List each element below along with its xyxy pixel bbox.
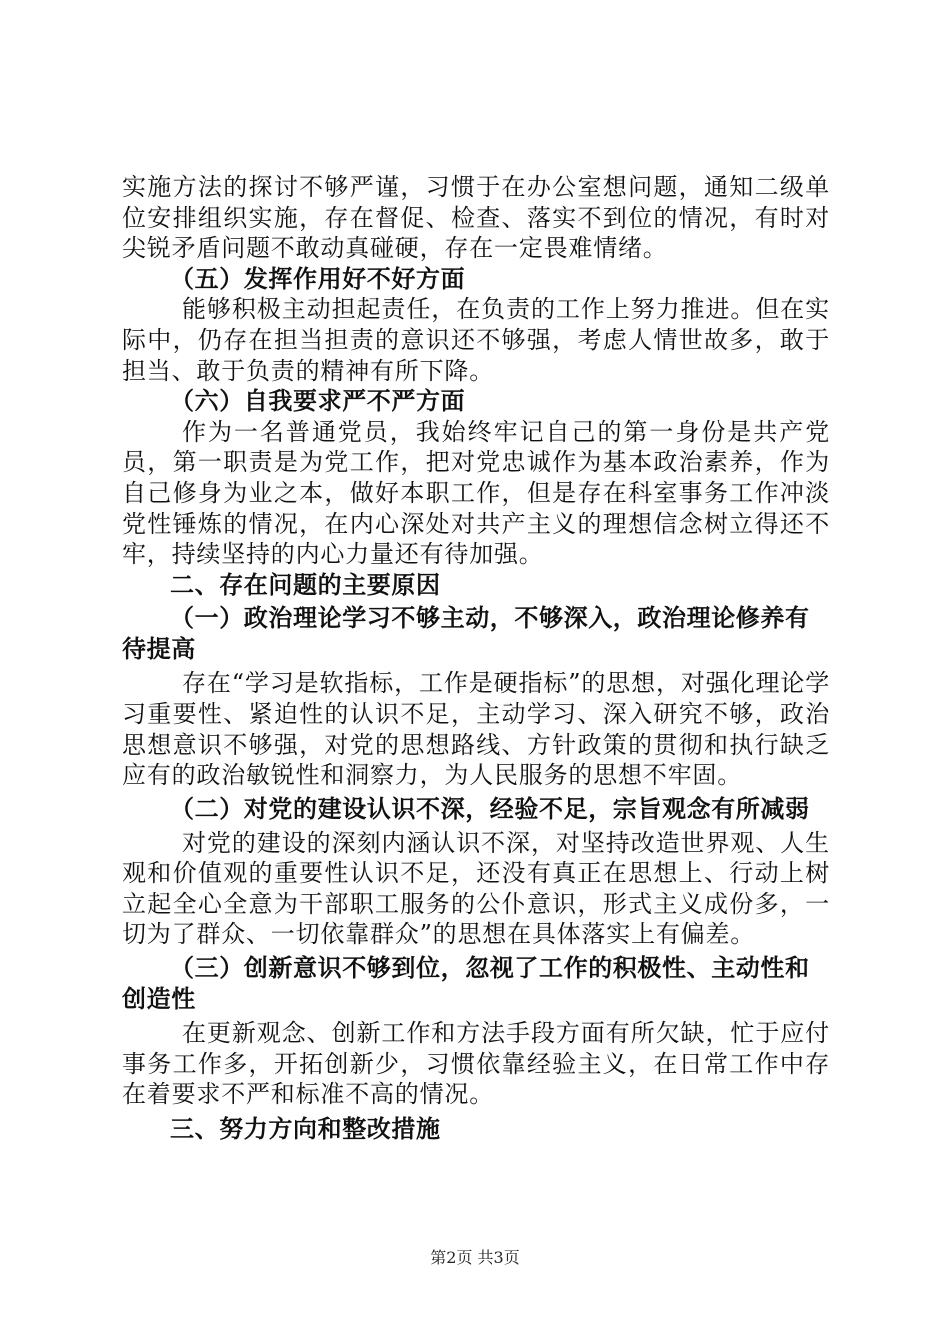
section-heading-2-3: （三）创新意识不够到位，忽视了工作的积极性、主动性和创造性 <box>122 954 810 1014</box>
section-heading-5: （五）发挥作用好不好方面 <box>170 264 466 293</box>
chapter-heading-3: 三、努力方向和整改措施 <box>170 1114 441 1143</box>
section-heading-2-2: （二）对党的建设认识不深，经验不足，宗旨观念有所减弱 <box>170 794 810 823</box>
paragraph: 存在“学习是软指标，工作是硬指标”的思想，对强化理论学习重要性、紧迫性的认识不足，主动学习、深入研究不够，政治思想意识不够强，对党的思想路线、方针政策的贯彻和执行缺乏应有的政治敏锐性和洞察力，为人民服务的思想不牢固。 <box>122 669 830 790</box>
document-body <box>122 172 830 1144</box>
section-heading-6: （六）自我要求严不严方面 <box>170 387 466 416</box>
section-heading-2-1: （一）政治理论学习不够主动，不够深入，政治理论修养有待提高 <box>122 604 810 664</box>
paragraph: 在更新观念、创新工作和方法手段方面有所欠缺，忙于应付事务工作多，开拓创新少，习惯依靠经验主义，在日常工作中存在着要求不严和标准不高的情况。 <box>122 1019 830 1109</box>
paragraph-continued: 实施方法的探讨不够严谨，习惯于在办公室想问题，通知二级单位安排组织实施，存在督促、检查、落实不到位的情况，有时对尖锐矛盾问题不敢动真碰硬，存在一定畏难情绪。 <box>122 173 830 263</box>
chapter-heading-2: 二、存在问题的主要原因 <box>170 570 441 599</box>
page-footer: 第2页 共3页 <box>430 1248 520 1267</box>
paragraph: 能够积极主动担起责任，在负责的工作上努力推进。但在实际中，仍存在担当担责的意识还不够强，考虑人情世故多，敢于担当、敢于负责的精神有所下降。 <box>122 295 830 385</box>
paragraph: 作为一名普通党员，我始终牢记自己的第一身份是共产党员，第一职责是为党工作，把对党忠诚作为基本政治素养，作为自己修身为业之本，做好本职工作，但是存在科室事务工作冲淡党性锤炼的情况，在内心深处对共产主义的理想信念树立得还不牢，持续坚持的内心力量还有待加强。 <box>122 417 830 569</box>
paragraph: 对党的建设的深刻内涵认识不深，对坚持改造世界观、人生观和价值观的重要性认识不足，还没有真正在思想上、行动上树立起全心全意为干部职工服务的公仆意识，形式主义成份多，一切为了群众、一切依靠群众”的思想在具体落实上有偏差。 <box>122 828 830 949</box>
